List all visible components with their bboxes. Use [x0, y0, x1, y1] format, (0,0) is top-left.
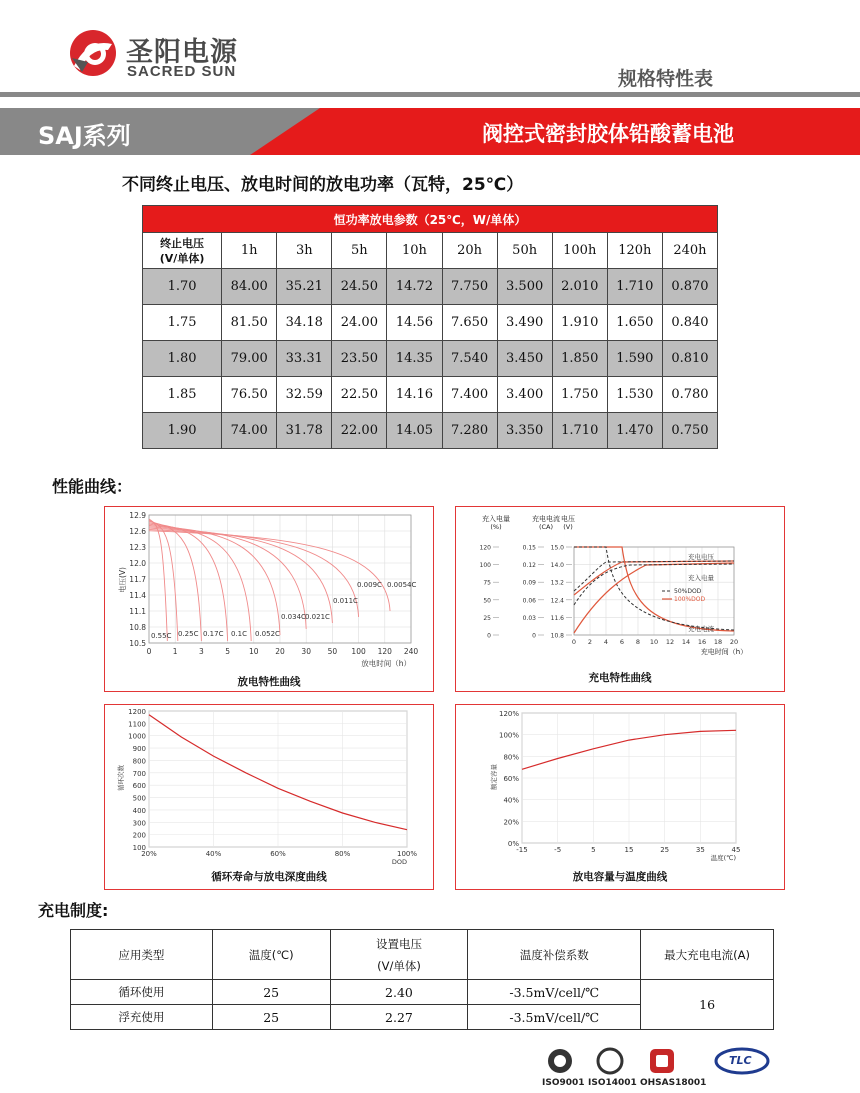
curve-label: 0.17C [203, 630, 224, 638]
y-axis-label: 电压(V) [118, 567, 127, 593]
cert-label: TLC [729, 1054, 752, 1067]
power-cell: 7.650 [442, 305, 497, 341]
y-tick-label: 12.6 [129, 527, 146, 536]
y-tick-label: 800 [132, 757, 146, 766]
capacity-temp-chart [456, 705, 784, 889]
discharge-chart-panel [104, 506, 434, 692]
chart-title: 充电特性曲线 [588, 672, 652, 684]
x-tick-label: 60% [270, 850, 286, 858]
power-cell: 3.350 [497, 413, 552, 449]
power-cell: 22.50 [332, 377, 387, 413]
y-tick-label: 12.0 [129, 559, 146, 568]
y-tick-label: 12.3 [129, 543, 146, 552]
power-cell: 24.50 [332, 269, 387, 305]
y-tick-label: 100 [132, 844, 146, 852]
column-header: 20h [442, 233, 497, 269]
axis-header: 充电电流 [532, 515, 560, 523]
x-tick-label: 8 [635, 638, 641, 646]
y-tick-label: 1000 [128, 732, 146, 741]
header-max-current: 最大充电电流(A) [641, 930, 774, 980]
power-cell: 1.910 [552, 305, 607, 341]
x-tick-label: 16 [697, 638, 707, 646]
y-tick-label: 11.7 [129, 575, 146, 584]
y-tick-label: 0.03 [522, 614, 536, 622]
power-table-caption: 恒功率放电参数（25℃，W/单体） [143, 206, 718, 233]
y-tick-label: 1100 [128, 720, 146, 729]
x-tick-label: 100% [396, 850, 418, 858]
y-tick-label: 14.0 [550, 562, 564, 570]
power-cell: 14.56 [387, 305, 442, 341]
y-tick-label: 0.15 [522, 544, 536, 552]
x-axis-label: 温度(℃) [710, 854, 736, 862]
power-cell: 2.010 [552, 269, 607, 305]
column-header: 100h [552, 233, 607, 269]
power-cell: 35.21 [277, 269, 332, 305]
column-header: 1h [222, 233, 277, 269]
x-tick-label: 50 [327, 647, 338, 656]
iso14001-icon [598, 1049, 622, 1073]
y-tick-label: 20% [503, 818, 519, 827]
y-tick-label: 200 [132, 831, 146, 840]
x-tick-label: 35 [695, 846, 705, 854]
x-tick-label: 4 [603, 638, 609, 646]
y-tick-label: 120 [479, 544, 491, 552]
power-cell: 0.810 [662, 341, 717, 377]
x-tick-label: 45 [731, 846, 741, 854]
logo-icon [68, 28, 118, 78]
power-cell: 7.540 [442, 341, 497, 377]
y-axis-label: 额定容量 [490, 764, 498, 790]
power-cell: 1.750 [552, 377, 607, 413]
y-tick-label: 400 [132, 806, 146, 815]
curve-label: 0.052C [255, 630, 280, 638]
power-cell: 23.50 [332, 341, 387, 377]
legend-label: 100%DOD [674, 596, 706, 603]
x-tick-label: 240 [403, 647, 419, 656]
power-cell: 1.650 [607, 305, 662, 341]
y-tick-label: 25 [483, 614, 491, 622]
y-tick-label: 11.6 [550, 614, 564, 622]
header-voltage: 设置电压 (V/单体) [330, 930, 468, 980]
power-cell: 1.710 [607, 269, 662, 305]
curve-label: 0.011C [333, 597, 358, 605]
power-row [143, 377, 718, 413]
row-comp: -3.5mV/cell/℃ [468, 980, 641, 1005]
axis-header: 充入电量 [482, 515, 510, 523]
x-tick-label: 10 [249, 647, 259, 656]
y-tick-label: 12.9 [129, 511, 146, 520]
x-tick-label: 20% [141, 850, 157, 858]
y-tick-label: 10.8 [550, 632, 564, 640]
power-cell: 32.59 [277, 377, 332, 413]
y-tick-label: 10.8 [129, 623, 146, 632]
y-tick-label: 600 [132, 782, 146, 791]
curves-heading: 性能曲线： [52, 477, 133, 496]
power-cell: 22.00 [332, 413, 387, 449]
discharge-curve [149, 520, 178, 641]
power-cell: 81.50 [222, 305, 277, 341]
series-banner [0, 108, 860, 155]
cert-label: OHSAS18001 [640, 1078, 707, 1088]
x-tick-label: 30 [301, 647, 311, 656]
power-cell: 0.750 [662, 413, 717, 449]
header-app-type: 应用类型 [71, 930, 213, 980]
company-name-cn: 圣阳电源 [126, 37, 238, 68]
power-cell: 14.16 [387, 377, 442, 413]
power-cell: 7.750 [442, 269, 497, 305]
column-header: 3h [277, 233, 332, 269]
x-tick-label: 14 [681, 638, 691, 646]
power-cell: 3.490 [497, 305, 552, 341]
cycle-life-chart [105, 705, 433, 889]
charge-table [70, 929, 774, 1030]
series-label: 充电电流 [688, 625, 714, 633]
power-cell: 1.710 [552, 413, 607, 449]
power-cell: 84.00 [222, 269, 277, 305]
power-cell: 31.78 [277, 413, 332, 449]
row-type: 浮充使用 [71, 1005, 213, 1030]
power-table-heading: 不同终止电压、放电时间的放电功率（瓦特，25℃） [122, 175, 524, 195]
y-tick-label: 120% [498, 710, 519, 718]
y-tick-label: 300 [132, 819, 146, 828]
cert-logos [530, 1044, 790, 1089]
column-header: 50h [497, 233, 552, 269]
y-axis-label: 循环次数 [117, 765, 125, 791]
curve-label: 0.25C [178, 630, 199, 638]
y-tick-label: 500 [132, 794, 146, 803]
series-label: 充电电压 [688, 553, 714, 561]
y-tick-label: 0 [532, 632, 536, 640]
y-tick-label: 40% [503, 796, 519, 805]
x-axis-label: 放电时间（h） [361, 659, 411, 668]
x-tick-label: 25 [660, 846, 670, 854]
row-type: 循环使用 [71, 980, 213, 1005]
power-cell: 0.870 [662, 269, 717, 305]
power-cell: 34.18 [277, 305, 332, 341]
x-tick-label: 100 [351, 647, 366, 656]
voltage-cell: 1.70 [143, 269, 222, 305]
voltage-cell: 1.85 [143, 377, 222, 413]
x-tick-label: 120 [377, 647, 392, 656]
company-name-en: SACRED SUN [127, 63, 237, 80]
power-cell: 76.50 [222, 377, 277, 413]
document-title: 规格特性表 [618, 68, 714, 90]
legend-label: 50%DOD [674, 588, 702, 595]
chart-title: 放电特性曲线 [237, 676, 301, 688]
power-cell: 1.850 [552, 341, 607, 377]
power-cell: 7.280 [442, 413, 497, 449]
x-tick-label: 6 [619, 638, 625, 646]
x-tick-label: -5 [554, 846, 562, 854]
x-tick-label: 18 [713, 638, 723, 646]
x-tick-label: 15 [624, 846, 634, 854]
x-tick-label: 3 [199, 647, 204, 656]
voltage-cell: 1.80 [143, 341, 222, 377]
y-tick-label: 0.12 [522, 562, 536, 570]
axis-header: 电压 [561, 515, 575, 523]
x-tick-label: 5 [225, 647, 230, 656]
y-tick-label: 100% [498, 731, 519, 740]
power-cell: 1.470 [607, 413, 662, 449]
y-tick-label: 0.06 [522, 597, 536, 605]
column-header: 120h [607, 233, 662, 269]
x-tick-label: 0 [571, 638, 577, 646]
series-label: 充入电量 [688, 574, 714, 582]
power-row [143, 305, 718, 341]
power-cell: 3.450 [497, 341, 552, 377]
column-header: 5h [332, 233, 387, 269]
curve-label: 0.55C [151, 632, 172, 640]
y-tick-label: 13.2 [550, 579, 564, 587]
x-tick-label: 20 [275, 647, 285, 656]
curve-label: 0.021C [305, 613, 330, 621]
axis-unit: (%) [490, 523, 502, 531]
charge-chart [456, 507, 784, 691]
cert-label: ISO9001 [542, 1078, 585, 1088]
y-tick-label: 10.5 [129, 639, 146, 648]
x-tick-label: -15 [516, 846, 528, 854]
power-cell: 74.00 [222, 413, 277, 449]
company-logo [68, 28, 118, 78]
x-tick-label: 40% [205, 850, 222, 858]
product-name: 阀控式密封胶体铅酸蓄电池 [482, 122, 734, 146]
charge-chart-panel [455, 506, 785, 692]
power-row [143, 413, 718, 449]
x-tick-label: 20 [729, 638, 739, 646]
y-tick-label: 0.09 [522, 579, 536, 587]
power-cell: 14.05 [387, 413, 442, 449]
power-table [142, 205, 718, 449]
x-axis-label: DOD [391, 858, 407, 866]
chart-title: 放电容量与温度曲线 [572, 871, 668, 883]
power-cell: 7.400 [442, 377, 497, 413]
header-divider [0, 92, 860, 97]
power-cell: 1.590 [607, 341, 662, 377]
power-cell: 14.35 [387, 341, 442, 377]
power-cell: 24.00 [332, 305, 387, 341]
charge-heading: 充电制度: [38, 901, 109, 920]
discharge-chart [105, 507, 433, 691]
y-tick-label: 15.0 [550, 544, 564, 552]
power-cell: 1.530 [607, 377, 662, 413]
header-comp: 温度补偿系数 [468, 930, 641, 980]
capacity-temp-chart-panel [455, 704, 785, 890]
y-tick-label: 0% [507, 840, 519, 848]
y-tick-label: 50 [483, 597, 491, 605]
row-temp: 25 [212, 1005, 330, 1030]
power-cell: 3.500 [497, 269, 552, 305]
power-cell: 33.31 [277, 341, 332, 377]
x-tick-label: 12 [665, 638, 675, 646]
curve-label: 0.1C [231, 630, 248, 638]
y-tick-label: 80% [503, 753, 519, 762]
x-tick-label: 10 [649, 638, 659, 646]
chart-title: 循环寿命与放电深度曲线 [211, 871, 327, 883]
y-tick-label: 0 [487, 632, 491, 640]
y-tick-label: 12.4 [550, 597, 564, 605]
power-row [143, 341, 718, 377]
power-cell: 0.840 [662, 305, 717, 341]
row-voltage: 2.40 [330, 980, 468, 1005]
y-tick-label: 700 [132, 769, 146, 778]
y-tick-label: 11.4 [129, 591, 146, 600]
corner-header: 终止电压 (V/单体) [143, 233, 222, 269]
curve-label: 0.0054C [387, 581, 417, 589]
column-header: 10h [387, 233, 442, 269]
row-comp: -3.5mV/cell/℃ [468, 1005, 641, 1030]
y-tick-label: 11.1 [129, 607, 146, 616]
y-tick-label: 900 [132, 745, 146, 754]
power-cell: 0.780 [662, 377, 717, 413]
axis-unit: (CA) [538, 523, 554, 531]
y-tick-label: 60% [503, 775, 519, 783]
curve-label: 0.009C [357, 581, 382, 589]
curve-label: 0.034C [281, 613, 306, 621]
column-header: 240h [662, 233, 717, 269]
power-cell: 3.400 [497, 377, 552, 413]
axis-unit: (V) [563, 523, 573, 531]
cycle-life-chart-panel [104, 704, 434, 890]
power-cell: 14.72 [387, 269, 442, 305]
y-tick-label: 100 [479, 562, 491, 570]
x-tick-label: 1 [172, 647, 178, 656]
series-name: SAJ系列 [38, 122, 131, 150]
voltage-cell: 1.75 [143, 305, 222, 341]
cert-label: ISO14001 [588, 1078, 637, 1088]
x-tick-label: 2 [587, 638, 593, 646]
row-voltage: 2.27 [330, 1005, 468, 1030]
row-temp: 25 [212, 980, 330, 1005]
x-tick-label: 80% [334, 850, 351, 858]
max-current: 16 [641, 980, 774, 1030]
y-tick-label: 1200 [128, 708, 146, 716]
discharge-curve [149, 519, 167, 641]
power-cell: 79.00 [222, 341, 277, 377]
power-row [143, 269, 718, 305]
x-axis-label: 充电时间（h） [700, 648, 748, 656]
x-tick-label: 0 [146, 647, 152, 656]
y-tick-label: 75 [483, 579, 491, 587]
x-tick-label: 5 [591, 846, 596, 854]
voltage-cell: 1.90 [143, 413, 222, 449]
header-temp: 温度(℃) [212, 930, 330, 980]
